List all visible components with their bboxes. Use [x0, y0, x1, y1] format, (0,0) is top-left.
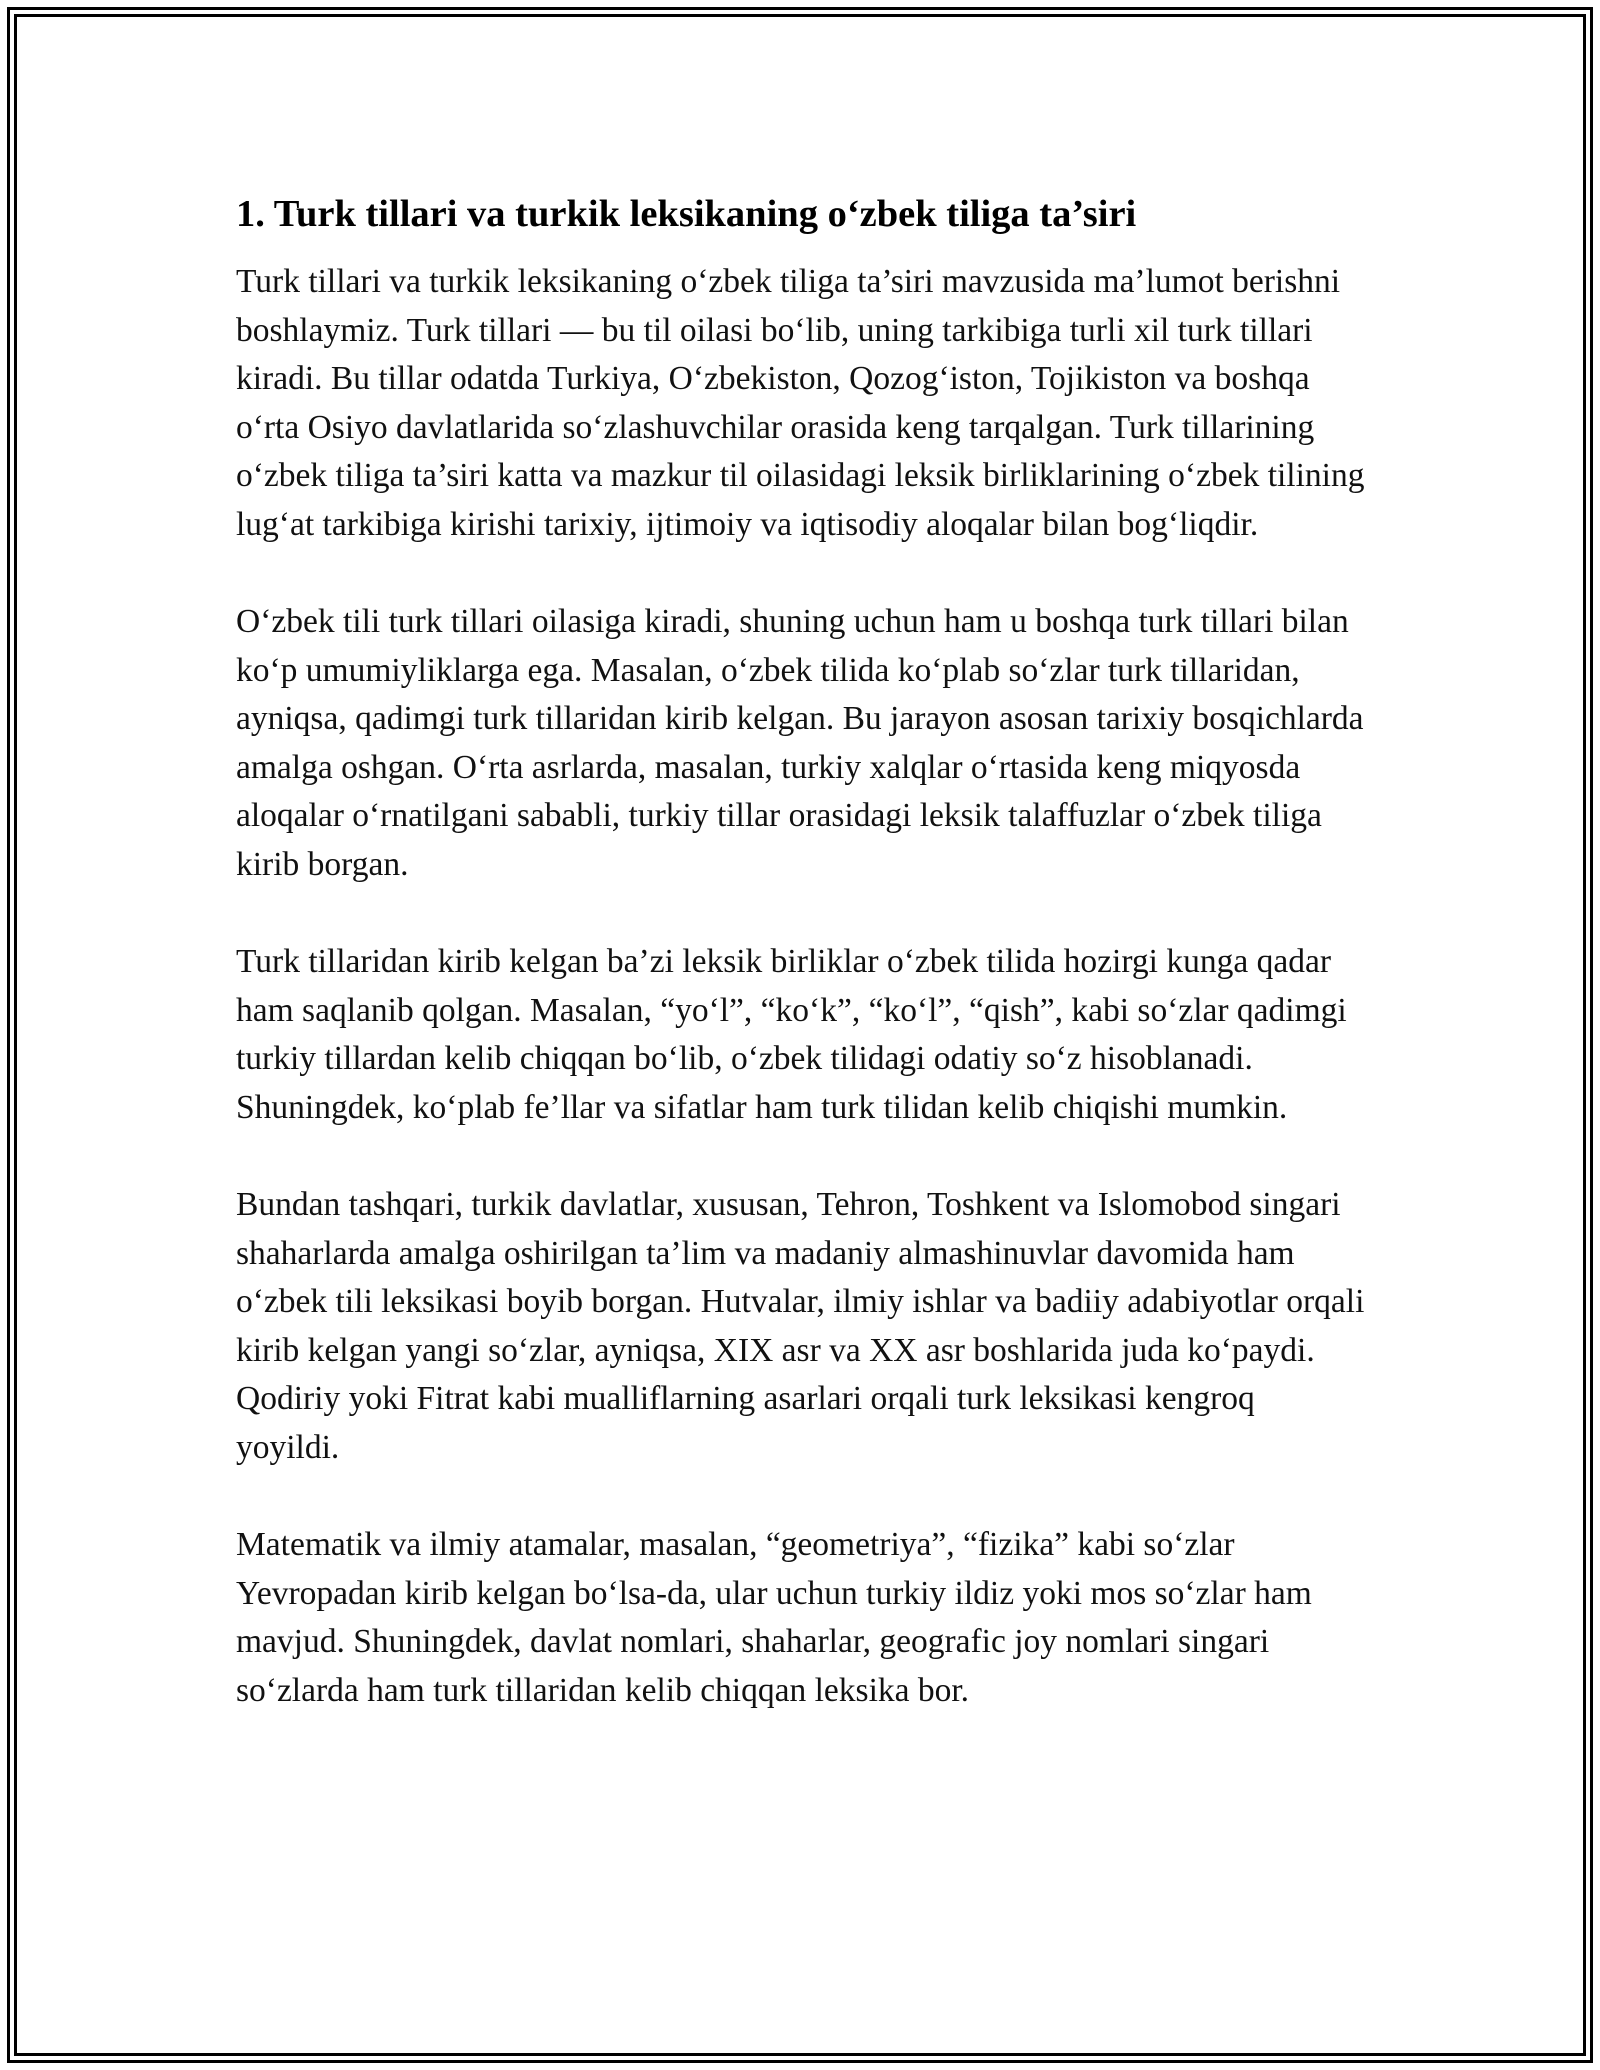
paragraph-5: Matematik va ilmiy atamalar, masalan, “geometriya”, “fizika” kabi so‘zlar Yevropadan kirib kelgan bo‘lsa-da, ular uchun turkiy ildiz yoki mos so‘zlar ham mavjud. Shuningdek, davlat nomlari, shaharlar, geografic joy nomlari singari so‘zlarda ham turk tillaridan kelib chiqqan leksika bor. [236, 1526, 1312, 1709]
paragraph-1: Turk tillari va turkik leksikaning o‘zbek tiliga ta’siri mavzusida ma’lumot berishni boshlaymiz. Turk tillari — bu til oilasi bo‘lib, uning tarkibiga turli xil turk tillari kiradi. Bu tillar odatda Turkiya, O‘zbekiston, Qozog‘iston, Tojikiston va boshqa o‘rta Osiyo davlatlarida so‘zlashuvchilar orasida keng tarqalgan. Turk tillarining o‘zbek tiliga ta’siri katta va mazkur til oilasidagi leksik birliklarining o‘zbek tilining lug‘at tarkibiga kirishi tarixiy, ijtimoiy va iqtisodiy aloqalar bilan bog‘liqdir. [236, 263, 1365, 543]
paragraph-2: O‘zbek tili turk tillari oilasiga kiradi, shuning uchun ham u boshqa turk tillari bilan ko‘p umumiyliklarga ega. Masalan, o‘zbek tilida ko‘plab so‘zlar turk tillaridan, ayniqsa, qadimgi turk tillaridan kirib kelgan. Bu jarayon asosan tarixiy bosqichlarda amalga oshgan. O‘rta asrlarda, masalan, turkiy xalqlar o‘rtasida keng miqyosda aloqalar o‘rnatilgani sababli, turkiy tillar orasidagi leksik talaffuzlar o‘zbek tiliga kirib borgan. [236, 603, 1364, 883]
section-heading: 1. Turk tillari va turkik leksikaning o‘zbek tiliga ta’siri [236, 193, 1137, 235]
paragraph-3: Turk tillaridan kirib kelgan ba’zi leksik birliklar o‘zbek tilida hozirgi kunga qadar ham saqlanib qolgan. Masalan, “yo‘l”, “ko‘k”, “ko‘l”, “qish”, kabi so‘zlar qadimgi turkiy tillardan kelib chiqqan bo‘lib, o‘zbek tilidagi odatiy so‘z hisoblanadi. Shuningdek, ko‘plab fe’llar va sifatlar ham turk tilidan kelib chiqishi mumkin. [236, 943, 1347, 1126]
paragraph-4: Bundan tashqari, turkik davlatlar, xususan, Tehron, Toshkent va Islomobod singari shaharlarda amalga oshirilgan ta’lim va madaniy almashinuvlar davomida ham o‘zbek tili leksikasi boyib borgan. Hutvalar, ilmiy ishlar va badiiy adabiyotlar orqali kirib kelgan yangi so‘zlar, ayniqsa, XIX asr va XX asr boshlarida juda ko‘paydi. Qodiriy yoki Fitrat kabi mualliflarning asarlari orqali turk leksikasi kengroq yoyildi. [236, 1186, 1365, 1466]
document-body [236, 190, 1366, 1764]
